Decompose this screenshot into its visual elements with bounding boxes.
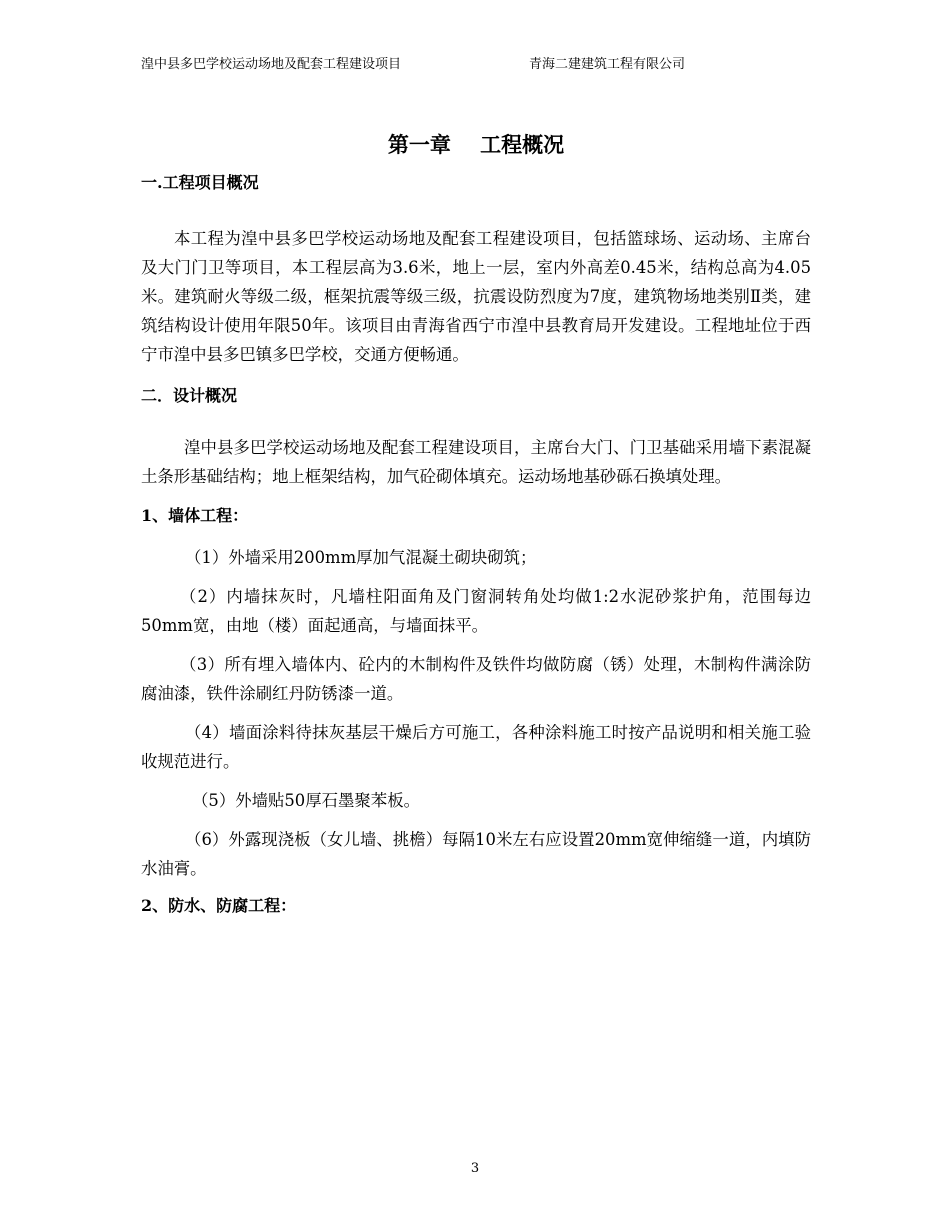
header-company-name: 青海二建建筑工程有限公司 <box>529 57 686 72</box>
document-body <box>141 120 811 931</box>
page-header <box>141 54 811 76</box>
wall-item-2: （2）内墙抹灰时，凡墙柱阳面角及门窗洞转角处均做1:2水泥砂浆护角，范围每边50mm宽，由地（楼）面起通高，与墙面抹平。 <box>141 587 811 635</box>
section-heading-project-overview: 一.工程项目概况 <box>141 173 259 192</box>
section-heading-wall-works: 1、墙体工程： <box>141 506 249 525</box>
wall-item-3: （3）所有埋入墙体内、砼内的木制构件及铁件均做防腐（锈）处理，木制构件满涂防腐油漆，铁件涂刷红丹防锈漆一道。 <box>141 655 811 703</box>
section-heading-design-overview: 二．设计概况 <box>141 386 238 405</box>
section-heading-waterproofing: 2、防水、防腐工程： <box>141 896 297 915</box>
chapter-title: 第一章 工程概况 <box>387 132 565 157</box>
header-project-name: 湟中县多巴学校运动场地及配套工程建设项目 <box>141 57 402 72</box>
project-overview-paragraph: 本工程为湟中县多巴学校运动场地及配套工程建设项目，包括篮球场、运动场、主席台及大门门卫等项目，本工程层高为3.6米，地上一层，室内外高差0.45米，结构总高为4.05米。建筑耐火等级二级，框架抗震等级三级，抗震设防烈度为7度，建筑物场地类别Ⅱ类，建筑结构设计使用年限50年。该项目由青海省西宁市湟中县教育局开发建设。工程地址位于西宁市湟中县多巴镇多巴学校，交通方便畅通。 <box>141 229 811 364</box>
wall-item-4: （4）墙面涂料待抹灰基层干燥后方可施工，各种涂料施工时按产品说明和相关施工验收规范进行。 <box>141 723 811 771</box>
wall-item-1: （1）外墙采用200mm厚加气混凝土砌块砌筑； <box>185 548 537 567</box>
design-overview-paragraph: 湟中县多巴学校运动场地及配套工程建设项目，主席台大门、门卫基础采用墙下素混凝土条形基础结构；地上框架结构，加气砼砌体填充。运动场地基砂砾石换填处理。 <box>141 438 811 486</box>
page-number: 3 <box>470 1161 480 1176</box>
wall-item-5: （5）外墙贴50厚石墨聚苯板。 <box>192 791 420 810</box>
header-divider <box>141 82 811 83</box>
wall-item-6: （6）外露现浇板（女儿墙、挑檐）每隔10米左右应设置20mm宽伸缩缝一道，内填防水油膏。 <box>141 830 811 878</box>
